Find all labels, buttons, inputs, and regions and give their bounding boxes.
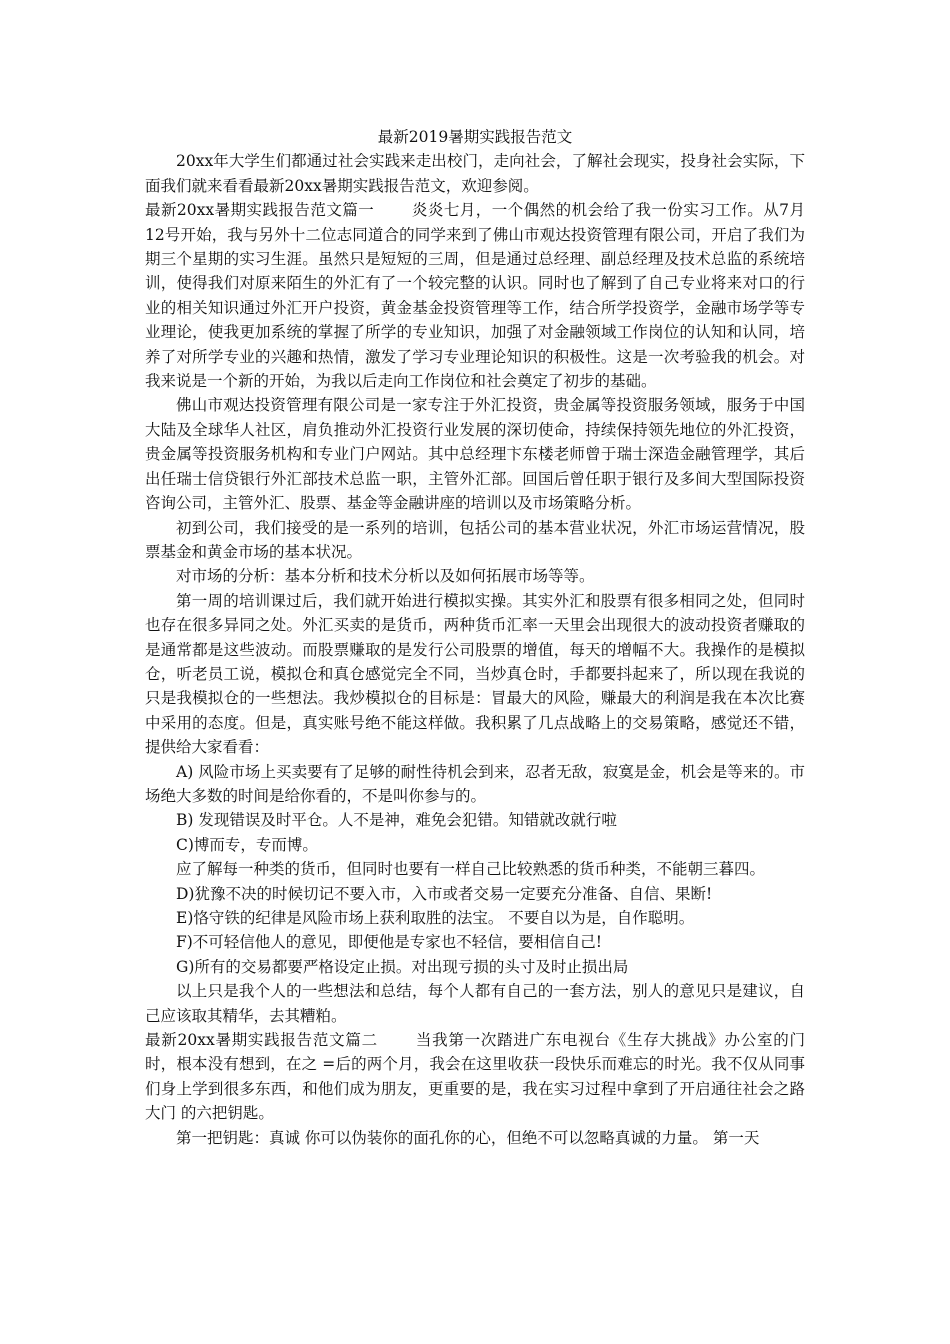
body-paragraph: 初到公司，我们接受的是一系列的培训，包括公司的基本营业状况，外汇市场运营情况，股票基金和黄金市场的基本状况。 (145, 518, 805, 561)
section2-text: 当我第一次踏进广东电视台《生存大挑战》办公室的门时，根本没有想到，在之 =后的两个月，我会在这里收获一段快乐而难忘的时光。我不仅从同事们身上学到很多东西，和他们成为朋友，更重要的是，我在实习过程中拿到了开启通往社会之路大门 的六把钥匙。 (145, 1031, 805, 1123)
intro-paragraph: 20xx年大学生们都通过社会实践来走出校门，走向社会，了解社会现实，投身社会实际，下面我们就来看看最新20xx暑期实践报告范文，欢迎参阅。 (145, 152, 805, 195)
body-paragraph: 佛山市观达投资管理有限公司是一家专注于外汇投资，贵金属等投资服务领域，服务于中国大陆及全球华人社区，肩负推动外汇投资行业发展的深切使命，持续保持领先地位的外汇投资，贵金属等投资服务机构和专业门户网站。其中总经理卞东楼老师曾于瑞士深造金融管理学，其后出任瑞士信贷银行外汇部技术总监一职，主管外汇部。回国后曾任职于银行及多间大型国际投资咨询公司，主管外汇、股票、基金等金融讲座的培训以及市场策略分析。 (145, 396, 805, 513)
section2-heading: 最新20xx暑期实践报告范文篇二 (145, 1031, 378, 1050)
section1-text: 炎炎七月，一个偶然的机会给了我一份实习工作。从7月12号开始，我与另外十二位志同道合的同学来到了佛山市观达投资管理有限公司，开启了我们为期三个星期的实习生涯。虽然只是短短的三周，但是通过总经理、副总经理及技术总监的系统培训，使得我们对原来陌生的外汇有了一个较完整的认识。同时也了解到了自己专业将来对口的行业的相关知识通过外汇开户投资，黄金基金投资管理等工作，结合所学投资学，金融市场学等专业理论，使我更加系统的掌握了所学的专业知识，加强了对金融领域工作岗位的认知和认同，培养了对所学专业的兴趣和热情，激发了学习专业理论知识的积极性。这是一次考验我的机会。对我来说是一个新的开始，为我以后走向工作岗位和社会奠定了初步的基础。 (145, 201, 805, 391)
strategy-item: D)犹豫不决的时候切记不要入市，入市或者交易一定要充分准备、自信、果断! (176, 884, 713, 903)
body-paragraph: 第一把钥匙：真诚 你可以伪装你的面孔你的心，但绝不可以忽略真诚的力量。 第一天 (176, 1128, 760, 1147)
strategy-item: F)不可轻信他人的意见，即便他是专家也不轻信，要相信自己! (176, 933, 603, 952)
document-body (145, 125, 805, 1150)
body-paragraph: 对市场的分析：基本分析和技术分析以及如何拓展市场等等。 (176, 567, 595, 586)
strategy-item: B) 发现错误及时平仓。人不是神，难免会犯错。知错就改就行啦 (176, 811, 617, 830)
strategy-item: G)所有的交易都要严格设定止损。对出现亏损的头寸及时止损出局 (176, 957, 629, 976)
summary-paragraph: 以上只是我个人的一些想法和总结，每个人都有自己的一套方法，别人的意见只是建议，自己应该取其精华，去其糟粕。 (145, 982, 805, 1025)
strategy-note: 应了解每一种类的货币，但同时也要有一样自己比较熟悉的货币种类，不能朝三暮四。 (176, 860, 766, 879)
strategy-item: E)恪守铁的纪律是风险市场上获利取胜的法宝。 不要自以为是，自作聪明。 (176, 909, 695, 927)
body-paragraph: 第一周的培训课过后，我们就开始进行模拟实操。其实外汇和股票有很多相同之处，但同时也存在很多异同之处。外汇买卖的是货币，两种货币汇率一天里会出现很大的波动投资者赚取的是通常都是这些波动。而股票赚取的是发行公司股票的增值，每天的增幅不大。我操作的是模拟仓，听老员工说，模拟仓和真仓感觉完全不同，当炒真仓时，手都要抖起来了，所以现在我说的只是我模拟仓的一些想法。我炒模拟仓的目标是：冒最大的风险，赚最大的利润是我在本次比赛中采用的态度。但是，真实账号绝不能这样做。我积累了几点战略上的交易策略，感觉还不错，提供给大家看看： (145, 591, 805, 757)
strategy-item: A) 风险市场上买卖要有了足够的耐性待机会到来，忍者无敌，寂寞是金，机会是等来的。市场绝大多数的时间是给你看的，不是叫你参与的。 (145, 762, 805, 805)
section2-paragraph (145, 1028, 805, 1126)
document-title: 最新2019暑期实践报告范文 (377, 128, 573, 146)
section1-heading: 最新20xx暑期实践报告范文篇一 (145, 201, 375, 220)
section1-paragraph (145, 198, 805, 393)
strategy-item: C)博而专，专而博。 (176, 835, 318, 854)
